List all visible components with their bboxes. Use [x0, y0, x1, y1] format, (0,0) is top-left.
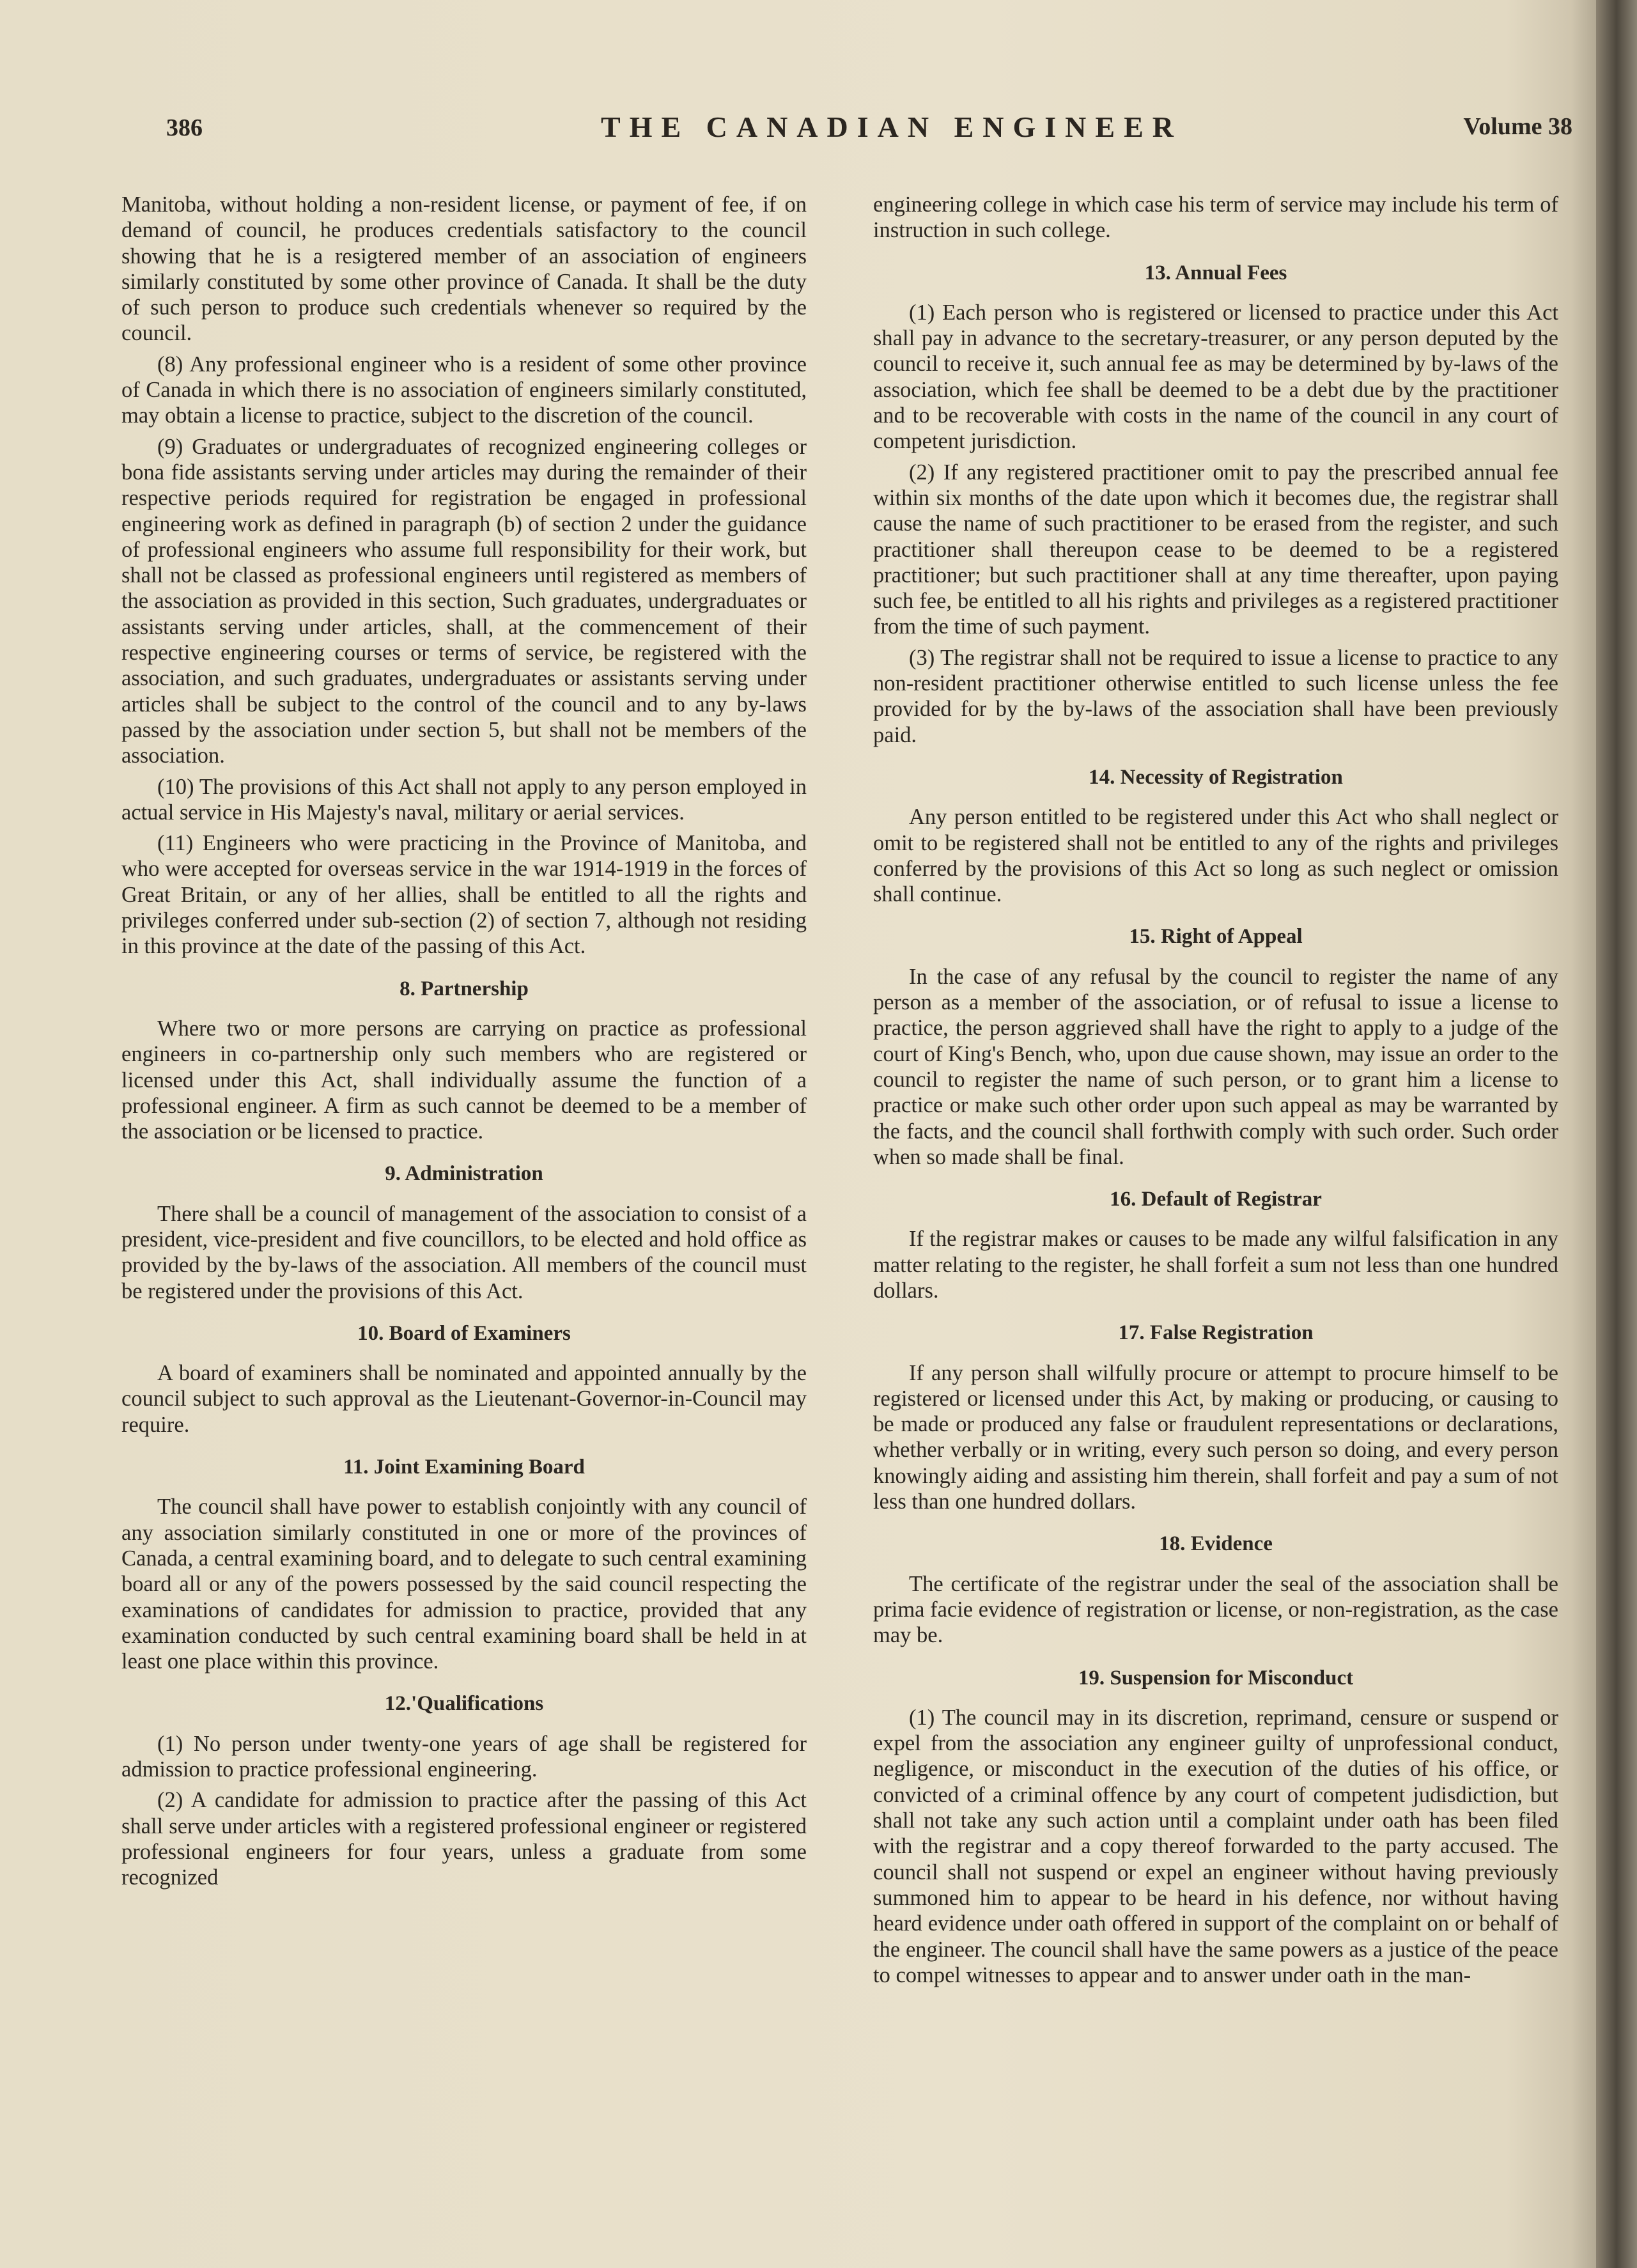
section-heading: 11. Joint Examining Board	[343, 1456, 585, 1479]
right-text-column	[873, 192, 1558, 1993]
body-paragraph: engineering college in which case his term of service may include his term of instruction in such college.	[873, 192, 1558, 243]
section-heading: 14. Necessity of Registration	[1089, 765, 1343, 789]
body-paragraph: (2) If any registered practitioner omit to pay the prescribed annual fee within six months of the date upon which it becomes due, the registrar shall cause the name of such practitioner to be erased from the register, and such practitioner shall thereupon cease to be deemed to be a registered practitioner; but such practitioner shall at any time thereafter, upon paying such fee, be entitled to all his rights and privileges as a registered practitioner from the time of such payment.	[873, 460, 1558, 639]
body-paragraph: (8) Any professional engineer who is a resident of some other province of Canada in which there is no association of engineers similarly constituted, may obtain a license to practice, subject to the discretion of the council.	[121, 352, 807, 428]
body-paragraph: (3) The registrar shall not be required to issue a license to practice to any non-resident practitioner otherwise entitled to such license unless the fee provided for by the by-laws of the association shall have been previously paid.	[873, 645, 1558, 747]
body-paragraph: (2) A candidate for admission to practice after the passing of this Act shall serve under articles with a registered professional engineer or registered professional engineers for four years, unless a graduate from some recognized	[121, 1788, 807, 1890]
book-binding-edge	[1596, 0, 1637, 2268]
volume-label: Volume 38	[1463, 113, 1572, 140]
body-paragraph: If any person shall wilfully procure or attempt to procure himself to be registered or licensed under this Act, by making or producing, or causing to be made or produced any false or fraudulent representations or declarations, whether verbally or in writing, every such person so doing, and every person knowingly aiding and assisting him therein, shall forfeit and pay a sum of not less than one hundred dollars.	[873, 1360, 1558, 1514]
body-paragraph: The certificate of the registrar under the seal of the association shall be prima facie evidence of registration or license, or non-registration, as the case may be.	[873, 1571, 1558, 1648]
body-paragraph: (1) The council may in its discretion, reprimand, censure or suspend or expel from the association any engineer guilty of unprofessional conduct, negligence, or misconduct in the execution of the duties of his office, or convicted of a criminal offence by any court of competent judisdiction, but shall not take any such action until a complaint under oath has been filed with the registrar and a copy thereof forwarded to the party accused. The council shall not suspend or expel an engineer without having previously summoned him to appear to be heard in his defence, nor without having heard evidence under oath offered in support of the complaint on or behalf of the engineer. The council shall have the same powers as a justice of the peace to compel witnesses to appear and to answer under oath in the man-	[873, 1705, 1558, 1987]
body-paragraph: Any person entitled to be registered under this Act who shall neglect or omit to be registered shall not be entitled to any of the rights and privileges conferred by the provisions of this Act so long as such neglect or omission shall continue.	[873, 805, 1558, 907]
running-header	[166, 110, 1572, 155]
page-number: 386	[166, 114, 203, 141]
section-heading: 17. False Registration	[1118, 1321, 1314, 1345]
journal-title: THE CANADIAN ENGINEER	[601, 111, 1183, 143]
section-heading: 12.'Qualifications	[384, 1692, 544, 1716]
section-heading: 10. Board of Examiners	[357, 1321, 571, 1345]
body-paragraph: Where two or more persons are carrying on practice as professional engineers in co-partnership only such members who are registered or licensed under this Act, shall individually assume the function of a professional engineer. A firm as such cannot be deemed to be a member of the association or be licensed to practice.	[121, 1016, 807, 1144]
section-heading: 8. Partnership	[400, 977, 529, 1000]
body-paragraph: In the case of any refusal by the council to register the name of any person as a member of the association, or of refusal to issue a license to practice, the person aggrieved shall have the right to apply to a judge of the court of King's Bench, who, upon due cause shown, may issue an order to the council to register the name of such person, or to grant him a license to practice or make such other order upon such appeal as may be warranted by the facts, and the council shall forthwith comply with such order. Such order when so made shall be final.	[873, 964, 1558, 1169]
body-paragraph: (1) Each person who is registered or licensed to practice under this Act shall pay in advance to the secretary-treasurer, or any person deputed by the council to receive it, such annual fee as may be determined by by-laws of the association, which fee shall be deemed to be a debt due by the practitioner and to be recoverable with costs in the name of the council in any court of competent jurisdiction.	[873, 300, 1558, 454]
body-paragraph: (1) No person under twenty-one years of age shall be registered for admission to practice professional engineering.	[121, 1731, 807, 1782]
section-heading: 9. Administration	[385, 1162, 543, 1186]
section-heading: 18. Evidence	[1159, 1532, 1273, 1556]
body-paragraph: A board of examiners shall be nominated and appointed annually by the council subject to such approval as the Lieutenant-Governor-in-Council may require.	[121, 1361, 807, 1437]
body-paragraph: There shall be a council of management of the association to consist of a president, vice-president and five councillors, to be elected and hold office as provided by the by-laws of the association. All members of the council must be registered under the provisions of this Act.	[121, 1201, 807, 1303]
left-text-column	[121, 192, 807, 1896]
body-paragraph: (9) Graduates or undergraduates of recognized engineering colleges or bona fide assistants serving under articles may during the remainder of their respective periods required for registration be engaged in professional engineering work as defined in paragraph (b) of section 2 under the guidance of professional engineers who assume full responsibility for their work, but shall not be classed as professional engineers until registered as members of the association as provided in this section, Such graduates, undergraduates or assistants serving under articles, shall, at the commencement of their respective engineering courses or terms of service, be registered with the association, and such graduates, undergraduates or assistants serving under articles shall be subject to the control of the council and to any by-laws passed by the association under section 5, but shall not be members of the association.	[121, 434, 807, 768]
body-paragraph: Manitoba, without holding a non-resident license, or payment of fee, if on demand of council, he produces credentials satisfactory to the council showing that he is a resigtered member of an association of engineers similarly constituted by some other province of Canada. It shall be the duty of such person to produce such credentials whenever so required by the council.	[121, 192, 807, 346]
body-paragraph: (11) Engineers who were practicing in the Province of Manitoba, and who were accepted for overseas service in the war 1914-1919 in the forces of Great Britain, or any of her allies, shall be entitled to all the rights and privileges conferred under sub-section (2) of section 7, although not residing in this province at the date of the passing of this Act.	[121, 831, 807, 959]
section-heading: 19. Suspension for Misconduct	[1078, 1666, 1354, 1689]
section-heading: 13. Annual Fees	[1144, 261, 1287, 284]
body-paragraph: The council shall have power to establish conjointly with any council of any association similarly constituted in one or more of the provinces of Canada, a central examining board, and to delegate to such central examining board all or any of the powers possessed by the said council respecting the examinations of candidates for admission to practice, provided that any examination conducted by such central examining board shall be held in at least one place within this province.	[121, 1495, 807, 1674]
body-paragraph: (10) The provisions of this Act shall not apply to any person employed in actual service in His Majesty's naval, military or aerial services.	[121, 774, 807, 825]
body-paragraph: If the registrar makes or causes to be made any wilful falsification in any matter relating to the register, he shall forfeit a sum not less than one hundred dollars.	[873, 1227, 1558, 1303]
section-heading: 16. Default of Registrar	[1110, 1188, 1322, 1211]
section-heading: 15. Right of Appeal	[1129, 925, 1303, 949]
